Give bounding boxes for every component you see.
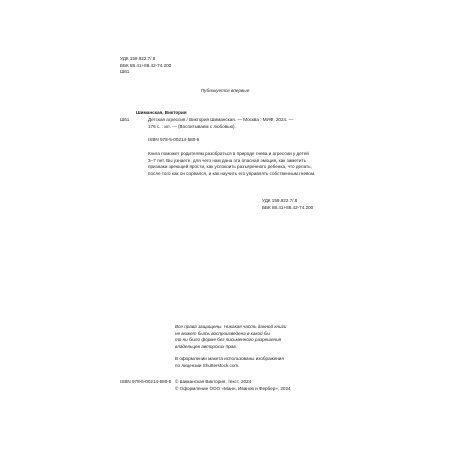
bbk-label: ББК 88.41+88.42-74.200	[120, 62, 172, 68]
annotation	[148, 151, 364, 177]
rights-line: Все права защищены. Никакая часть данной книги	[175, 324, 287, 329]
biblio-line: Детская агрессия / Виктория Шиманская. — Москва : МИФ, 2024. —	[148, 117, 294, 122]
bbk-right: ББК 88.41+88.42-74.200	[262, 204, 314, 210]
rights-line: не может быть воспроизведена в какой бы	[175, 330, 270, 336]
image-credit-line: по лицензии Shutterstock.com.	[175, 362, 240, 368]
isbn-bottom: ISBN 978-5-00214-580-5	[120, 379, 172, 384]
rights-line: владельцев авторских прав.	[175, 344, 237, 350]
annotation-line: после того как он сорвался, и как научить его управлять собственным гневом.	[148, 171, 316, 177]
rights-line: то ни было форме без письменного разрешения	[175, 337, 282, 343]
image-credit	[175, 356, 350, 369]
author-code: Ш61	[120, 69, 130, 75]
copyright-block	[175, 379, 360, 392]
annotation-line: Книга поможет родителям разобраться в природе гнева и агрессии у детей	[148, 151, 309, 156]
biblio-line: 176 с. : ил. — (Воспитываем с любовью).	[148, 123, 236, 129]
classification-block	[120, 56, 240, 76]
annotation-line: признаки зреющей ярости, как успокоить разъяренного ребенка, что делать,	[148, 164, 312, 170]
author-code-side: Ш61	[120, 117, 130, 122]
annotation-line: 3–7 лет. Вы узнаете, для чего нам дана эта опасная эмоция, как заметить	[148, 157, 306, 163]
copyright-line: © Шиманская Виктория, текст, 2024	[175, 379, 252, 384]
bibliographic-record	[148, 117, 363, 130]
image-credit-line: В оформлении макета использованы изображения	[175, 356, 284, 361]
author-heading: Шиманская, Виктория	[136, 110, 187, 115]
published-first-note: Публикуется впервые	[200, 88, 250, 93]
classification-right	[262, 198, 372, 211]
rights-notice	[175, 324, 350, 350]
isbn-main: ISBN 978-5-00214-580-5	[148, 137, 200, 142]
udk-right: УДК 159.922.7/.8	[262, 198, 298, 203]
copyright-line: © Оформление ООО «Манн, Иванов и Фербер», 2024	[175, 385, 291, 391]
udk-label: УДК 159.922.7/.8	[120, 56, 156, 61]
